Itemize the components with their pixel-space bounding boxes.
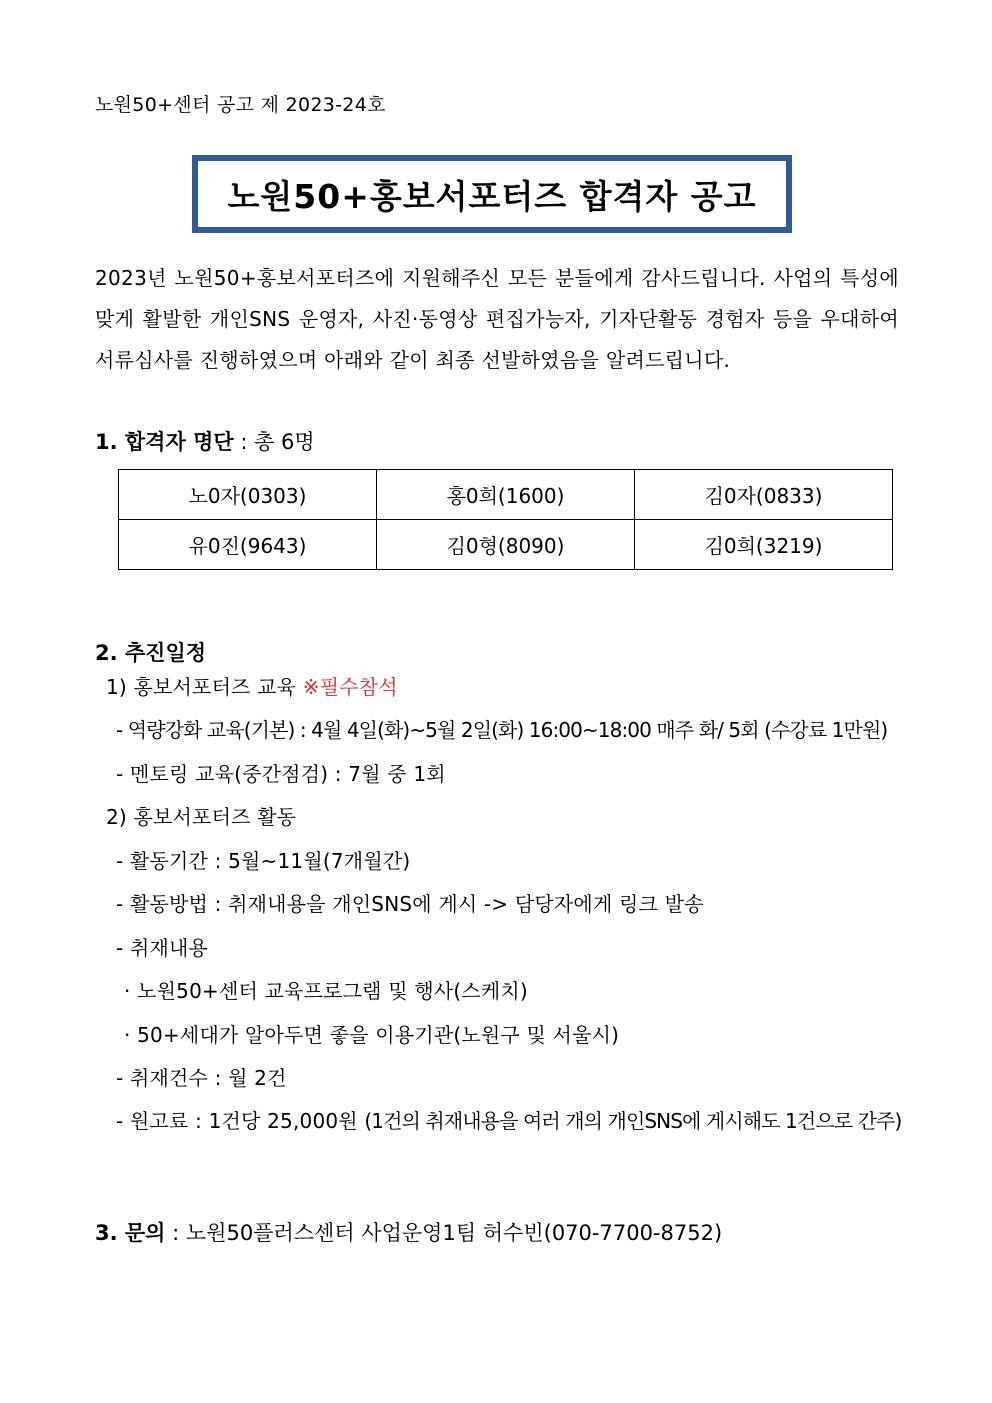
content-item-1: · 노원50+센터 교육프로그램 및 행사(스케치) [124,979,528,1003]
section1-heading: 1. 합격자 명단 [95,430,234,454]
edu-mentoring: - 멘토링 교육(중간점검) : 7월 중 1회 [116,762,446,786]
table-cell: 노0자(0303) [119,470,377,520]
activity-period: - 활동기간 : 5월~11월(7개월간) [116,849,411,873]
table-row [119,470,893,520]
winners-table [118,469,893,570]
section2-header [95,637,206,667]
section3-suffix: : 노원50플러스센터 사업운영1팀 허수빈(070-7700-8752) [165,1221,723,1245]
activity-method: - 활동방법 : 취재내용을 개인SNS에 게시 -> 담당자에게 링크 발송 [116,892,704,916]
title-box [192,155,792,233]
table-cell: 유0진(9643) [119,520,377,570]
fee-main: - 원고료 : 1건당 25,000원 [116,1109,365,1133]
table-cell: 홍0희(1600) [377,470,635,520]
content-label: - 취재내용 [116,936,209,960]
fee-note: (1건의 취재내용을 여러 개의 개인SNS에 게시해도 1건으로 간주) [364,1109,902,1133]
section3-header [95,1217,722,1247]
edu-basic: - 역량강화 교육(기본) : 4월 4일(화)~5월 2일(화) 16:00~18:00 매주 화/ 5회 (수강료 1만원) [116,718,888,742]
schedule-item-1 [106,671,398,700]
section2-heading: 2. 추진일정 [95,641,207,665]
section1-suffix: : 총 6명 [233,430,315,454]
intro-paragraph: 2023년 노원50+홍보서포터즈에 지원해주신 모든 분들에게 감사드립니다. 사업의 특성에 맞게 활발한 개인SNS 운영자, 사진·동영상 편집가능자, 기자단활동 경험자 등을 우대하여 서류심사를 진행하였으며 아래와 같이 최종 선발하였음을 알려드립니다. [95,266,899,372]
item1-label: 1) 홍보서포터즈 교육 [106,675,303,699]
table-cell: 김0희(3219) [635,520,893,570]
table-cell: 김0형(8090) [377,520,635,570]
schedule-item-2: 2) 홍보서포터즈 활동 [106,805,297,829]
required-attendance: ※필수참석 [302,675,398,699]
page-title: 노원50+홍보서포터즈 합격자 공고 [227,176,757,216]
table-cell: 김0자(0833) [635,470,893,520]
section3-heading: 3. 문의 [95,1221,166,1245]
table-row [119,520,893,570]
section1-header [95,426,315,456]
report-count: - 취재건수 : 월 2건 [116,1066,287,1090]
notice-number: 노원50+센터 공고 제 2023-24호 [95,94,386,116]
content-item-2: · 50+세대가 알아두면 좋을 이용기관(노원구 및 서울시) [124,1023,620,1047]
manuscript-fee [116,1105,901,1134]
